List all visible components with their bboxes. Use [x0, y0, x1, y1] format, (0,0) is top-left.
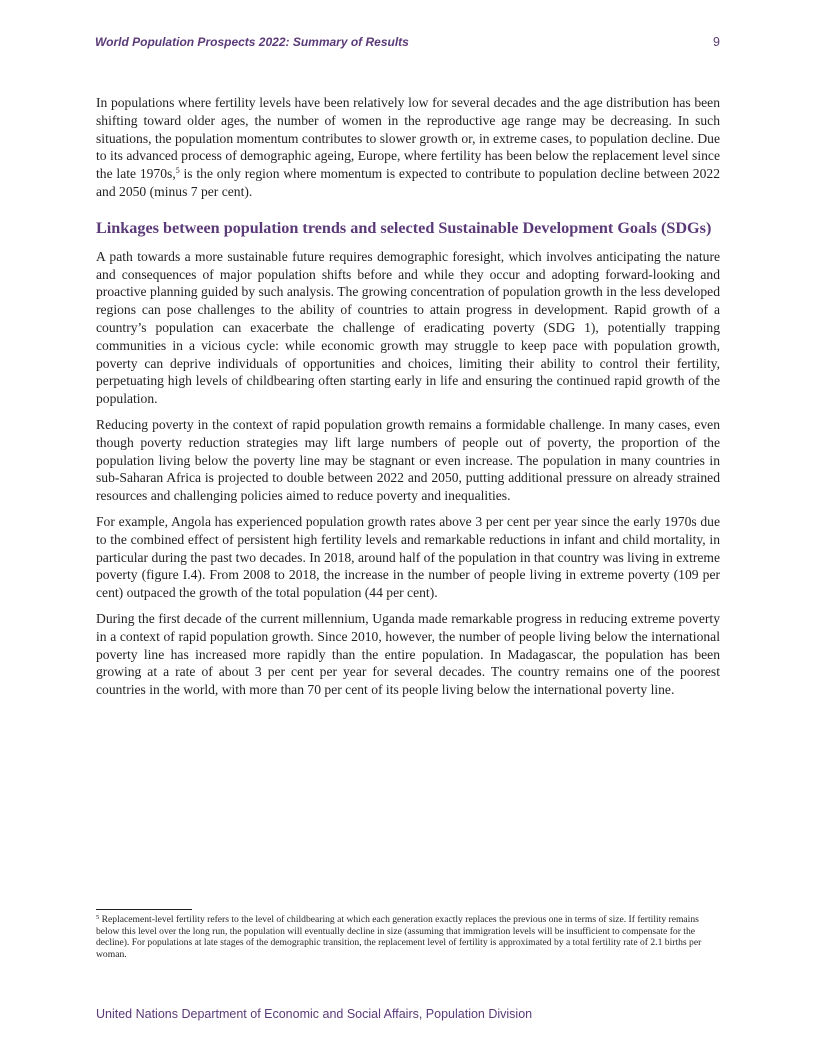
paragraph-population-decline	[96, 94, 720, 201]
paragraph-text: In populations where fertility levels have been relatively low for several decades and the age distribution has been shifting toward older ages, the number of women in the reproductive age range may be decreasing. In such situations, the population momentum contributes to slower growth or, in extreme cases, to population decline. Due to its advanced process of demographic ageing, Europe, where fertility has been below the replacement level since the late 1970s,	[96, 95, 720, 182]
page-number: 9	[713, 35, 720, 49]
footnote-marker: 5	[96, 914, 100, 921]
main-content	[96, 94, 720, 707]
footnote-divider	[96, 909, 192, 910]
paragraph-demographic-foresight: A path towards a more sustainable future requires demographic foresight, which involves anticipating the nature and consequences of major population shifts before and while they occur and adopting forward-looking and proactive planning guided by such analysis. The growing concentration of population growth in the less developed regions can pose challenges to the ability of countries to attain progress in development. Rapid growth of a country’s population can exacerbate the challenge of eradicating poverty (SDG 1), potentially trapping communities in a vicious cycle: while economic growth may struggle to keep pace with population growth, poverty can deprive individuals of opportunities and choices, limiting their ability to control their fertility, perpetuating high levels of childbearing often starting early in life and ensuring the continued rapid growth of the population.	[96, 248, 720, 407]
footnote-text: Replacement-level fertility refers to the level of childbearing at which each generation exactly replaces the previous one in terms of size. If fertility remains below this level over the long run, the population will eventually decline in size (assuming that immigration levels will be insufficient to compensate for the decline). For populations at late stages of the demographic transition, the replacement level of fertility is approximated by a total fertility rate of 2.1 births per woman.	[96, 914, 702, 960]
footnote-reference[interactable]: 5	[175, 166, 180, 176]
footnote	[96, 914, 720, 960]
paragraph-text: is the only region where momentum is expected to contribute to population decline between 2022 and 2050 (minus 7 per cent).	[96, 166, 720, 199]
paragraph-reducing-poverty: Reducing poverty in the context of rapid population growth remains a formidable challenge. In many cases, even though poverty reduction strategies may lift large numbers of people out of poverty, the proportion of the population living below the poverty line may be stagnant or even increase. The population in many countries in sub-Saharan Africa is projected to double between 2022 and 2050, putting additional pressure on already strained resources and challenging policies aimed to reduce poverty and inequalities.	[96, 416, 720, 504]
page-footer: United Nations Department of Economic and Social Affairs, Population Division	[96, 1007, 533, 1021]
paragraph-angola-example: For example, Angola has experienced population growth rates above 3 per cent per year since the early 1970s due to the combined effect of persistent high fertility levels and remarkable reductions in infant and child mortality, in particular during the past two decades. In 2018, around half of the population in that country was living in extreme poverty (figure I.4). From 2008 to 2018, the increase in the number of people living in extreme poverty (109 per cent) outpaced the growth of the total population (44 per cent).	[96, 513, 721, 601]
paragraph-uganda-madagascar: During the first decade of the current millennium, Uganda made remarkable progress in reducing extreme poverty in a context of rapid population growth. Since 2010, however, the number of people living below the international poverty line has increased more rapidly than the entire population. In Madagascar, the population has been growing at a rate of about 3 per cent per year for several decades. The country remains one of the poorest countries in the world, with more than 70 per cent of its people living below the international poverty line.	[96, 610, 720, 698]
section-heading: Linkages between population trends and selected Sustainable Development Goals (SDGs)	[96, 218, 712, 237]
running-header-title: World Population Prospects 2022: Summary of Results	[95, 35, 409, 49]
